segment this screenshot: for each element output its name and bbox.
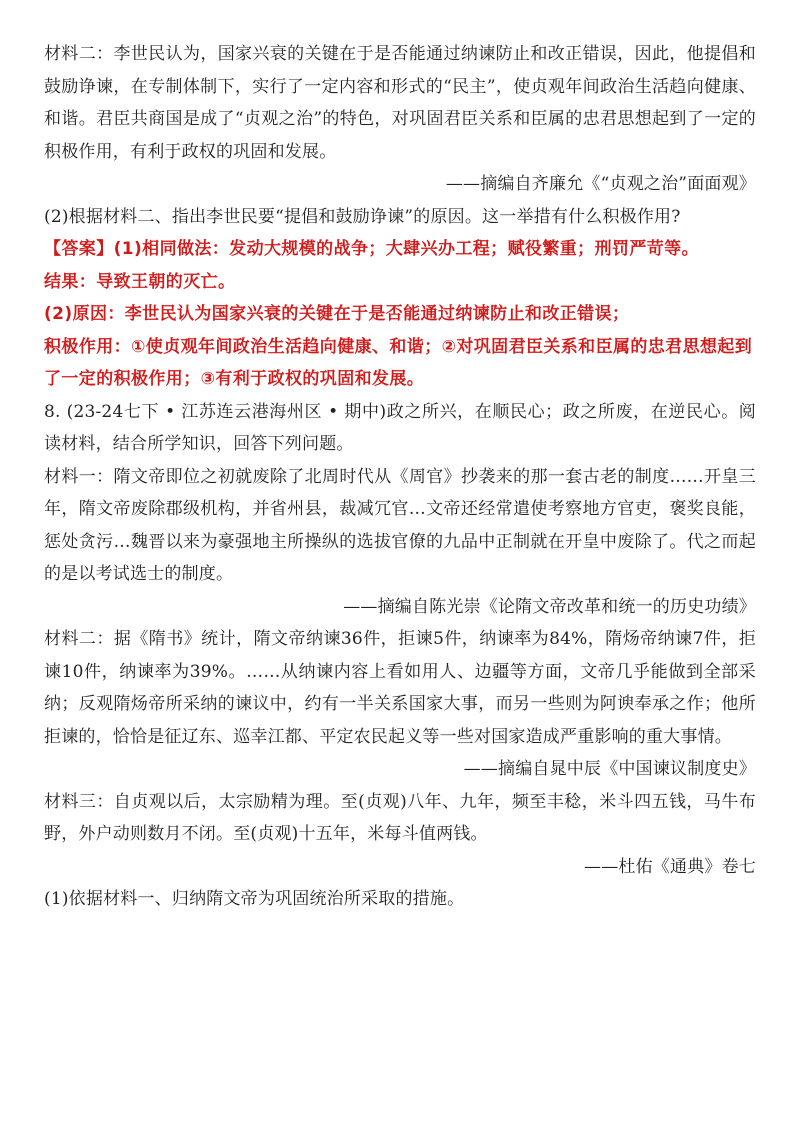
q8-material-1: 材料一：隋文帝即位之初就废除了北周时代从《周官》抄袭来的那一套古老的制度……开皇三年，隋文帝废除郡级机构，并省州县，裁减冗官…文帝还经常遣使考察地方官吏，褒奖良能，惩处贪污…魏晋以来为豪强地主所操纵的选拔官僚的九品中正制就在开皇中废除了。代之而起的是以考试选士的制度。: [44, 466, 756, 584]
q8-material-1-source: ——摘编自陈光崇《论隋文帝改革和统一的历史功绩》: [343, 596, 756, 617]
answer-line-1: [44, 233, 756, 266]
answer-tag: 【答案】: [44, 239, 114, 259]
question-2-prompt: (2)根据材料二、指出李世民要“提倡和鼓励诤谏”的原因。这一举措有什么积极作用?: [44, 206, 681, 227]
q8-material-3: 材料三：自贞观以后，太宗励精为理。至(贞观)八年、九年，频至丰稔，米斗四五钱，马牛布野，外户动则数月不闭。至(贞观)十五年，米每斗值两钱。: [44, 791, 756, 844]
answer-line-4: 积极作用：①使贞观年间政治生活趋向健康、和谐；②对巩固君臣关系和臣属的忠君思想起到了一定的积极作用；③有利于政权的巩固和发展。: [44, 336, 753, 389]
material-2-source: ——摘编自齐廉允《“贞观之治”面面观》: [445, 174, 756, 194]
question-8-header: 8. (23-24七下 • 江苏连云港海州区 • 期中)政之所兴，在顺民心；政之所废，在逆民心。阅读材料，结合所学知识，回答下列问题。: [44, 401, 756, 454]
answer-line-2: 结果：导致王朝的灭亡。: [44, 271, 236, 292]
answer-block: [44, 233, 756, 396]
material-2-paragraph: 材料二：李世民认为，国家兴衰的关键在于是否能通过纳谏防止和改正错误，因此，他提倡和鼓励诤谏，在专制体制下，实行了一定内容和形式的“民主”，使贞观年间政治生活趋向健康、和谐。君臣共商国是成了“贞观之治”的特色，对巩固君臣关系和臣属的忠君思想起到了一定的积极作用，有利于政权的巩固和发展。: [44, 44, 756, 162]
answer-line-3: (2)原因：李世民认为国家兴衰的关键在于是否能通过纳谏防止和改正错误；: [44, 304, 630, 324]
q8-question-1: (1)依据材料一、归纳隋文帝为巩固统治所采取的措施。: [44, 889, 465, 909]
q8-material-2-source: ——摘编自晁中辰《中国谏议制度史》: [463, 759, 756, 779]
q8-material-2: 材料二：据《隋书》统计，隋文帝纳谏36件，拒谏5件，纳谏率为84%，隋炀帝纳谏7件，拒谏10件，纳谏率为39%。……从纳谏内容上看如用人、边疆等方面，文帝几乎能做到全部采纳；反观隋炀帝所采纳的谏议中，约有一半关系国家大事，而另一些则为阿谀奉承之作；他所拒谏的，恰恰是征辽东、巡幸江都、平定农民起义等一些对国家造成严重影响的重大事情。: [44, 629, 756, 747]
answer-line-1-text: (1)相同做法：发动大规模的战争；大肆兴办工程；赋役繁重；刑罚严苛等。: [113, 239, 699, 259]
q8-material-3-source: ——杜佑《通典》卷七: [584, 856, 756, 877]
document-page: [44, 38, 756, 916]
